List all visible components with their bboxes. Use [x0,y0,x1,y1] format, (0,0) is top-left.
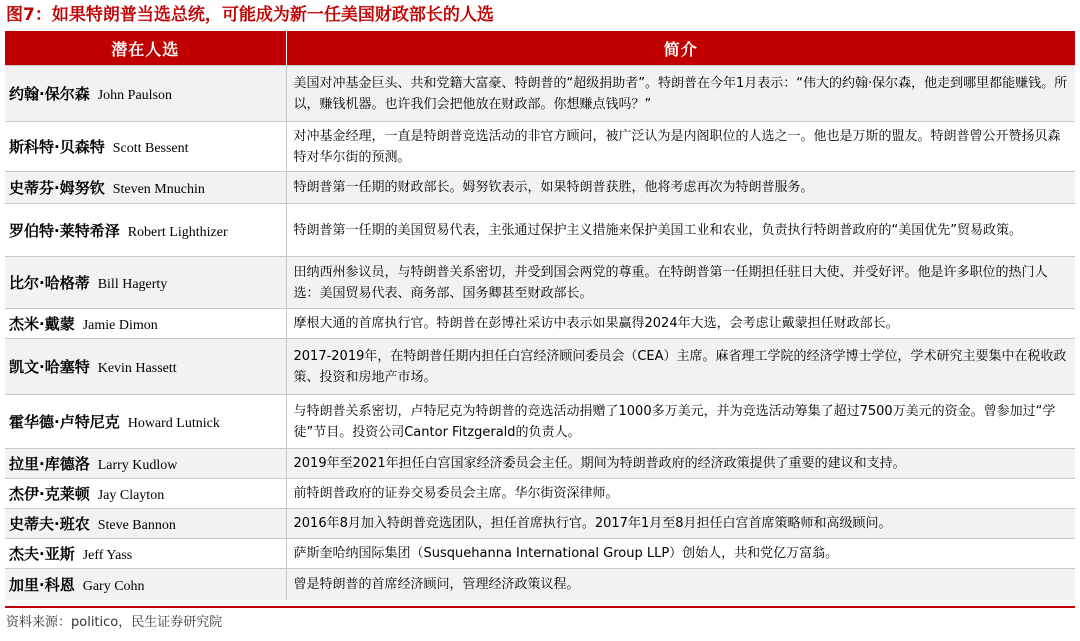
candidate-name-en: Howard Lutnick [127,416,220,431]
candidate-cell [5,539,286,569]
table-row [5,569,1075,600]
table-bottom-rule [5,606,1075,608]
candidate-intro: 特朗普第一任期的美国贸易代表，主张通过保护主义措施来保护美国工业和农业，负责执行特朗普政府的“美国优先”贸易政策。 [286,204,1075,257]
candidate-cell [5,509,286,539]
header-candidate: 潜在人选 [5,31,286,66]
candidate-intro: 对冲基金经理，一直是特朗普竞选活动的非官方顾问，被广泛认为是内阁职位的人选之一。他也是万斯的盟友。特朗普曾公开赞扬贝森特对华尔街的预测。 [286,122,1075,172]
candidate-name-en: Kevin Hassett [97,361,177,376]
candidate-intro: 2017-2019年，在特朗普任期内担任白宫经济顾问委员会（CEA）主席。麻省理工学院的经济学博士学位，学术研究主要集中在税收政策、投资和房地产市场。 [286,339,1075,395]
candidate-intro: 摩根大通的首席执行官。特朗普在彭博社采访中表示如果赢得2024年大选，会考虑让戴蒙担任财政部长。 [286,309,1075,339]
candidate-name-cn: 约翰·保尔森 [9,85,90,103]
candidate-name-en: John Paulson [97,88,172,103]
candidate-name-cn: 霍华德·卢特尼克 [9,413,120,431]
table-row [5,122,1075,172]
candidate-intro: 曾是特朗普的首席经济顾问，管理经济政策议程。 [286,569,1075,600]
table-row [5,395,1075,449]
candidate-cell [5,257,286,309]
candidate-name-cn: 史蒂夫·班农 [9,515,90,533]
table-row [5,66,1075,122]
candidate-intro: 田纳西州参议员，与特朗普关系密切，并受到国会两党的尊重。在特朗普第一任期担任驻日大使、并受好评。他是许多职位的热门人选：美国贸易代表、商务部、国务卿甚至财政部长。 [286,257,1075,309]
candidate-cell [5,449,286,479]
table-row [5,539,1075,569]
candidate-name-en: Robert Lighthizer [127,224,228,240]
candidate-cell [5,172,286,204]
candidate-cell [5,309,286,339]
candidate-name-cn: 斯科特·贝森特 [9,138,105,156]
candidate-name-cn: 杰夫·亚斯 [9,545,75,563]
table-row [5,339,1075,395]
candidate-cell [5,204,286,257]
table-row [5,449,1075,479]
candidate-name-en: Scott Bessent [112,141,189,156]
candidate-intro: 萨斯奎哈纳国际集团（Susquehanna International Group LLP）创始人，共和党亿万富翁。 [286,539,1075,569]
candidate-intro: 特朗普第一任期的财政部长。姆努钦表示，如果特朗普获胜，他将考虑再次为特朗普服务。 [286,172,1075,204]
table-row [5,309,1075,339]
table-header [5,31,1075,66]
table-row [5,257,1075,309]
table-row [5,172,1075,204]
candidate-intro: 前特朗普政府的证券交易委员会主席。华尔街资深律师。 [286,479,1075,509]
candidate-cell [5,395,286,449]
candidate-name-cn: 杰米·戴蒙 [9,315,75,333]
candidate-cell [5,66,286,122]
candidate-cell [5,339,286,395]
candidate-name-en: Bill Hagerty [97,277,168,292]
candidate-intro: 与特朗普关系密切，卢特尼克为特朗普的竞选活动捐赠了1000多万美元，并为竞选活动筹集了超过7500万美元的资金。曾参加过“学徒”节目。投资公司Cantor Fitzgerald的负责人。 [286,395,1075,449]
candidate-intro: 美国对冲基金巨头、共和党籍大富豪、特朗普的“超级捐助者”。特朗普在今年1月表示：“伟大的约翰·保尔森，他走到哪里都能赚钱。所以，赚钱机器。也许我们会把他放在财政部。你想赚点钱吗？” [286,66,1075,122]
candidate-name-en: Jeff Yass [82,548,133,563]
candidate-name-cn: 加里·科恩 [9,575,75,594]
candidate-name-en: Jamie Dimon [82,318,158,333]
candidate-name-cn: 凯文·哈塞特 [9,358,90,376]
figure-title: 图7：如果特朗普当选总统，可能成为新一任美国财政部长的人选 [6,5,494,25]
candidate-cell [5,122,286,172]
candidate-intro: 2016年8月加入特朗普竞选团队，担任首席执行官。2017年1月至8月担任白宫首席策略师和高级顾问。 [286,509,1075,539]
source-note: 资料来源：politico，民生证券研究院 [6,615,223,630]
table-row [5,479,1075,509]
candidate-name-en: Jay Clayton [97,488,165,503]
candidates-table [5,31,1075,600]
candidate-name-en: Larry Kudlow [97,458,178,473]
candidate-name-cn: 杰伊·克莱顿 [9,485,90,503]
header-intro: 简介 [286,31,1075,66]
table-row [5,204,1075,257]
candidate-cell [5,479,286,509]
candidate-name-cn: 比尔·哈格蒂 [9,274,90,292]
candidate-cell [5,569,286,600]
candidate-name-cn: 罗伯特·莱特希泽 [9,221,120,240]
candidate-name-en: Gary Cohn [82,578,145,594]
table-row [5,509,1075,539]
candidate-name-cn: 拉里·库德洛 [9,455,90,473]
candidate-name-en: Steven Mnuchin [112,182,205,197]
candidate-name-en: Steve Bannon [97,518,176,533]
candidate-name-cn: 史蒂芬·姆努钦 [9,179,105,197]
candidate-intro: 2019年至2021年担任白宫国家经济委员会主任。期间为特朗普政府的经济政策提供了重要的建议和支持。 [286,449,1075,479]
